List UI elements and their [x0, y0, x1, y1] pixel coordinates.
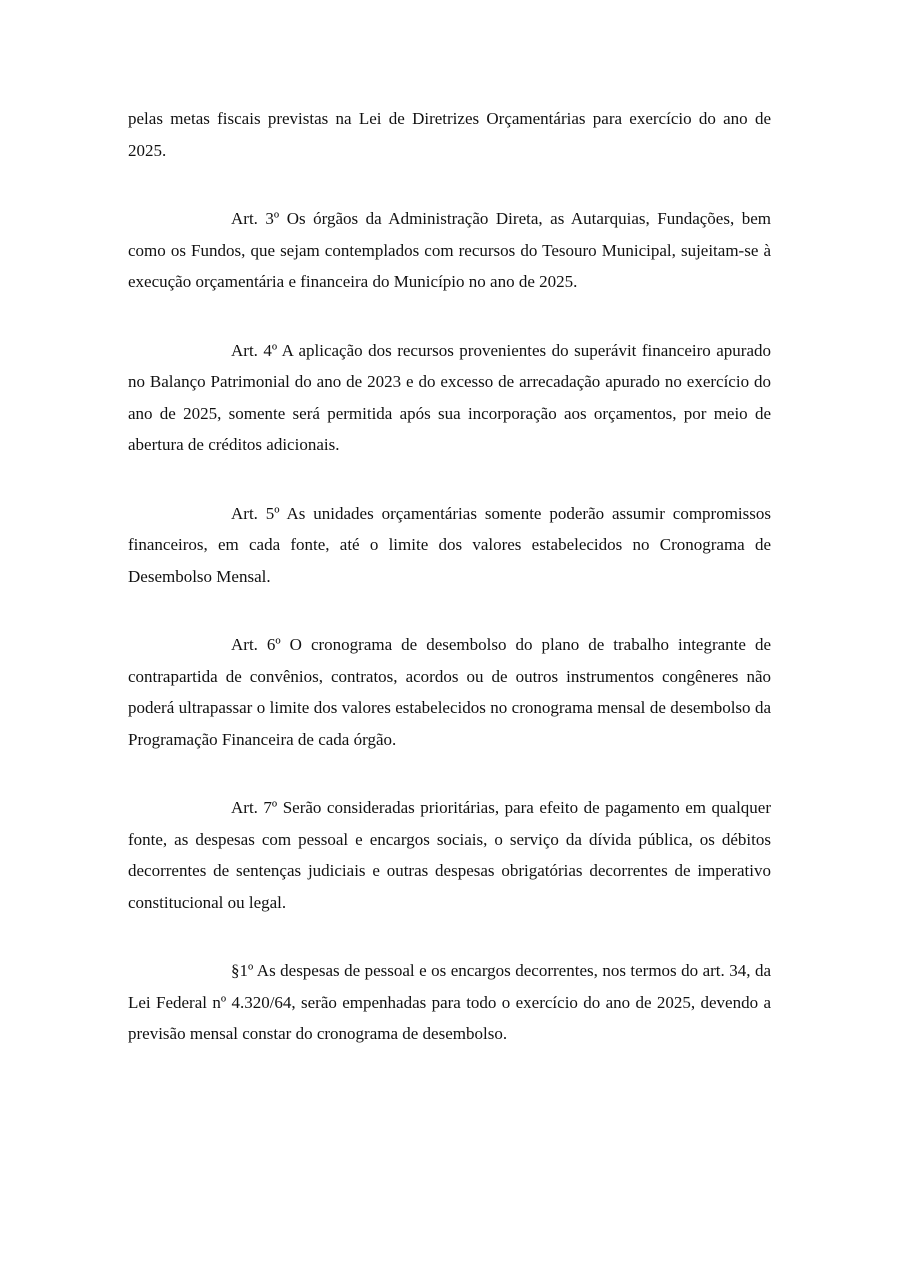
paragraph-art-7: Art. 7º Serão consideradas prioritárias, para efeito de pagamento em qualquer fonte, as despesas com pessoal e encargos sociais, o serviço da dívida pública, os débitos decorrentes de sentenças judiciais e outras despesas obrigatórias decorrentes de imperativo constitucional ou legal.	[128, 798, 771, 912]
document-body	[128, 103, 771, 1050]
paragraph-art-7-par-1: §1º As despesas de pessoal e os encargos decorrentes, nos termos do art. 34, da Lei Federal nº 4.320/64, serão empenhadas para todo o exercício do ano de 2025, devendo a previsão mensal constar do cronograma de desembolso.	[128, 961, 771, 1043]
paragraph-art-3: Art. 3º Os órgãos da Administração Direta, as Autarquias, Fundações, bem como os Fundos, que sejam contemplados com recursos do Tesouro Municipal, sujeitam-se à execução orçamentária e financeira do Município no ano de 2025.	[128, 209, 771, 291]
paragraph-art-5: Art. 5º As unidades orçamentárias somente poderão assumir compromissos financeiros, em cada fonte, até o limite dos valores estabelecidos no Cronograma de Desembolso Mensal.	[128, 503, 771, 586]
paragraph-art-4: Art. 4º A aplicação dos recursos provenientes do superávit financeiro apurado no Balanço Patrimonial do ano de 2023 e do excesso de arrecadação apurado no exercício do ano de 2025, somente será permitida após sua incorporação aos orçamentos, por meio de abertura de créditos adicionais.	[128, 340, 771, 454]
paragraph-art-6: Art. 6º O cronograma de desembolso do plano de trabalho integrante de contrapartida de convênios, contratos, acordos ou de outros instrumentos congêneres não poderá ultrapassar o limite dos valores estabelecidos no cronograma mensal de desembolso da Programação Financeira de cada órgão.	[128, 635, 771, 749]
paragraph-continuation: pelas metas fiscais previstas na Lei de Diretrizes Orçamentárias para exercício do ano de 2025.	[128, 109, 771, 160]
